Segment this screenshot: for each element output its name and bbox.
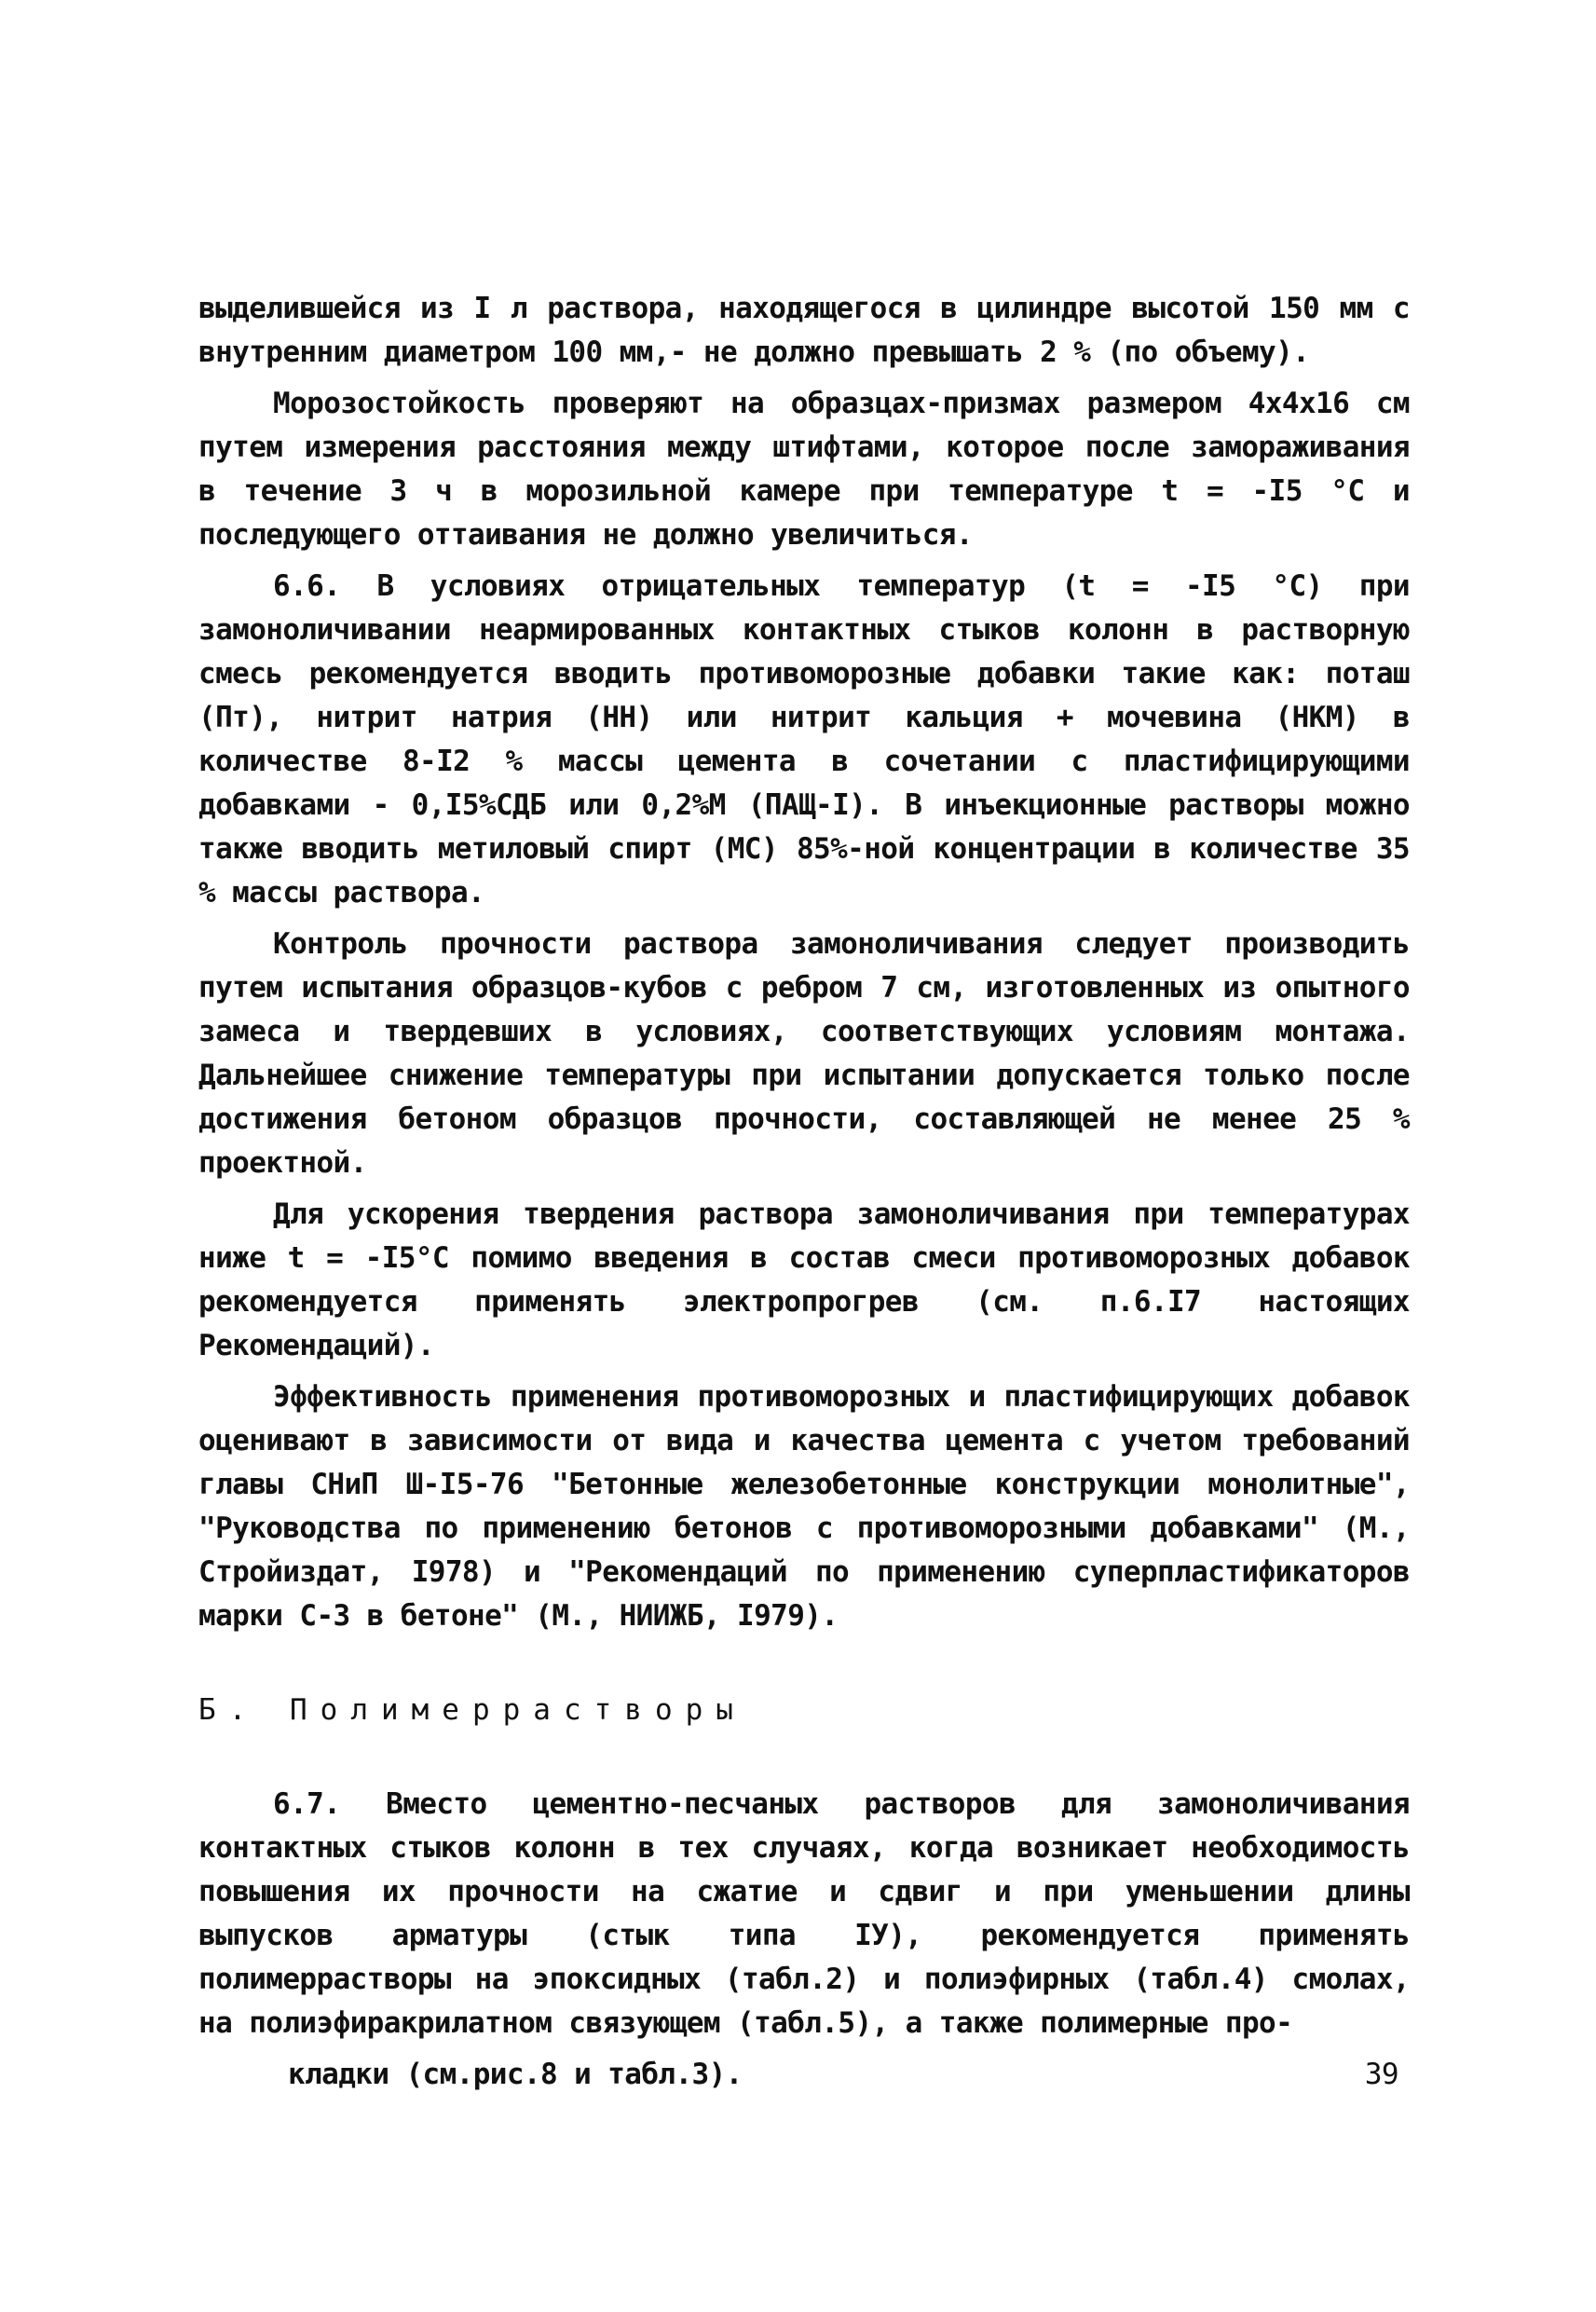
paragraph-hardening-acceleration: Для ускорения твердения раствора замоноличивания при температурах ниже t = -I5°С помимо введения в состав смеси противоморозных добавок рекомендуется применять электропрогрев (см. п.6.I7 настоящих Рекомендаций). — [198, 1197, 1410, 1362]
paragraph-6-7: 6.7. Вместо цементно-песчаных растворов для замоноличивания контактных стыков колонн в тех случаях, когда возникает необходимость повышения их прочности на сжатие и сдвиг и при уменьшении длины выпусков арматуры (стык типа IУ), рекомендуется применять полимеррастворы на эпоксидных (табл.2) и полиэфирных (табл.4) смолах, на полиэфиракрилатном связующем (табл.5), а также полимерные про- — [198, 1787, 1410, 2040]
paragraph-strength-control: Контроль прочности раствора замоноличивания следует производить путем испытания образцов-кубов с ребром 7 см, изготовленных из опытного замеса и твердевших в условиях, соответствующих условиям монтажа. Дальнейшее снижение температуры при испытании допускается только после достижения бетоном образцов прочности, составляющей не менее 25 % проектной. — [198, 927, 1410, 1180]
body-text — [198, 287, 1410, 2097]
last-line — [198, 2053, 1410, 2097]
paragraph-additive-efficiency: Эффективность применения противоморозных и пластифицирующих добавок оценивают в зависимости от вида и качества цемента с учетом требований главы СНиП Ш-I5-76 "Бетонные железобетонные конструкции монолитные", "Руководства по применению бетонов с противоморозными добавками" (М., Стройиздат, I978) и "Рекомендаций по применению суперпластификаторов марки С-3 в бетоне" (М., НИИЖБ, I979). — [198, 1380, 1410, 1633]
paragraph-continuation: выделившейся из I л раствора, находящегося в цилиндре высотой 150 мм с внутренним диаметром 100 мм,- не должно превышать 2 % (по объему). — [198, 292, 1410, 369]
paragraph-6-6: 6.6. В условиях отрицательных температур (t = -I5 °С) при замоноличивании неармированных контактных стыков колонн в растворную смесь рекомендуется вводить противоморозные добавки такие как: поташ (Пт), нитрит натрия (НН) или нитрит кальция + мочевина (НКМ) в количестве 8-I2 % массы цемента в сочетании с пластифицирующими добавками - 0,I5%СДБ или 0,2%М (ПАЩ-I). В инъекционные растворы можно также вводить метиловый спирт (МС) 85%-ной концентрации в количестве 35 % массы раствора. — [198, 569, 1410, 910]
page-number: 39 — [1364, 2058, 1398, 2091]
section-heading: Б. Полимеррастворы — [198, 1693, 746, 1727]
paragraph-frost-resistance: Морозостойкость проверяют на образцах-призмах размером 4х4х16 см путем измерения расстояния между штифтами, которое после замораживания в течение 3 ч в морозильной камере при температуре t = -I5 °С и последующего оттаивания не должно увеличиться. — [198, 387, 1410, 552]
paragraph-6-7-end: кладки (см.рис.8 и табл.3). — [288, 2058, 743, 2091]
